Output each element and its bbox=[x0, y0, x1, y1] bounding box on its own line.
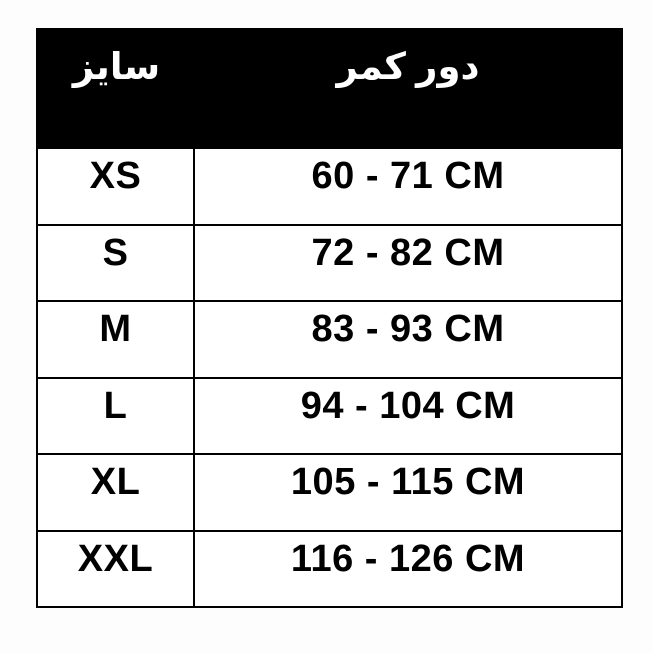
waist-cell: 72 - 82 CM bbox=[311, 231, 505, 274]
size-cell: XS bbox=[38, 149, 195, 224]
table-row bbox=[38, 300, 621, 377]
table-row bbox=[38, 530, 621, 607]
size-cell: XL bbox=[38, 455, 195, 530]
header-cell-size: سایز bbox=[72, 46, 161, 87]
waist-cell: 60 - 71 CM bbox=[311, 155, 505, 197]
waist-cell: 116 - 126 CM bbox=[290, 537, 526, 580]
size-cell: M bbox=[38, 302, 195, 377]
table-row bbox=[38, 377, 621, 454]
size-cell: S bbox=[38, 226, 195, 301]
header-cell-waist: دور کمر bbox=[336, 46, 480, 87]
table-row bbox=[38, 453, 621, 530]
table-row bbox=[38, 224, 621, 301]
waist-cell: 83 - 93 CM bbox=[311, 308, 505, 350]
size-chart-table bbox=[36, 28, 623, 608]
size-cell: L bbox=[38, 379, 195, 454]
size-cell: XXL bbox=[38, 532, 195, 607]
table-row bbox=[38, 147, 621, 224]
waist-cell: 105 - 115 CM bbox=[290, 461, 526, 503]
table-header-row bbox=[38, 30, 621, 147]
waist-cell: 94 - 104 CM bbox=[300, 384, 516, 427]
